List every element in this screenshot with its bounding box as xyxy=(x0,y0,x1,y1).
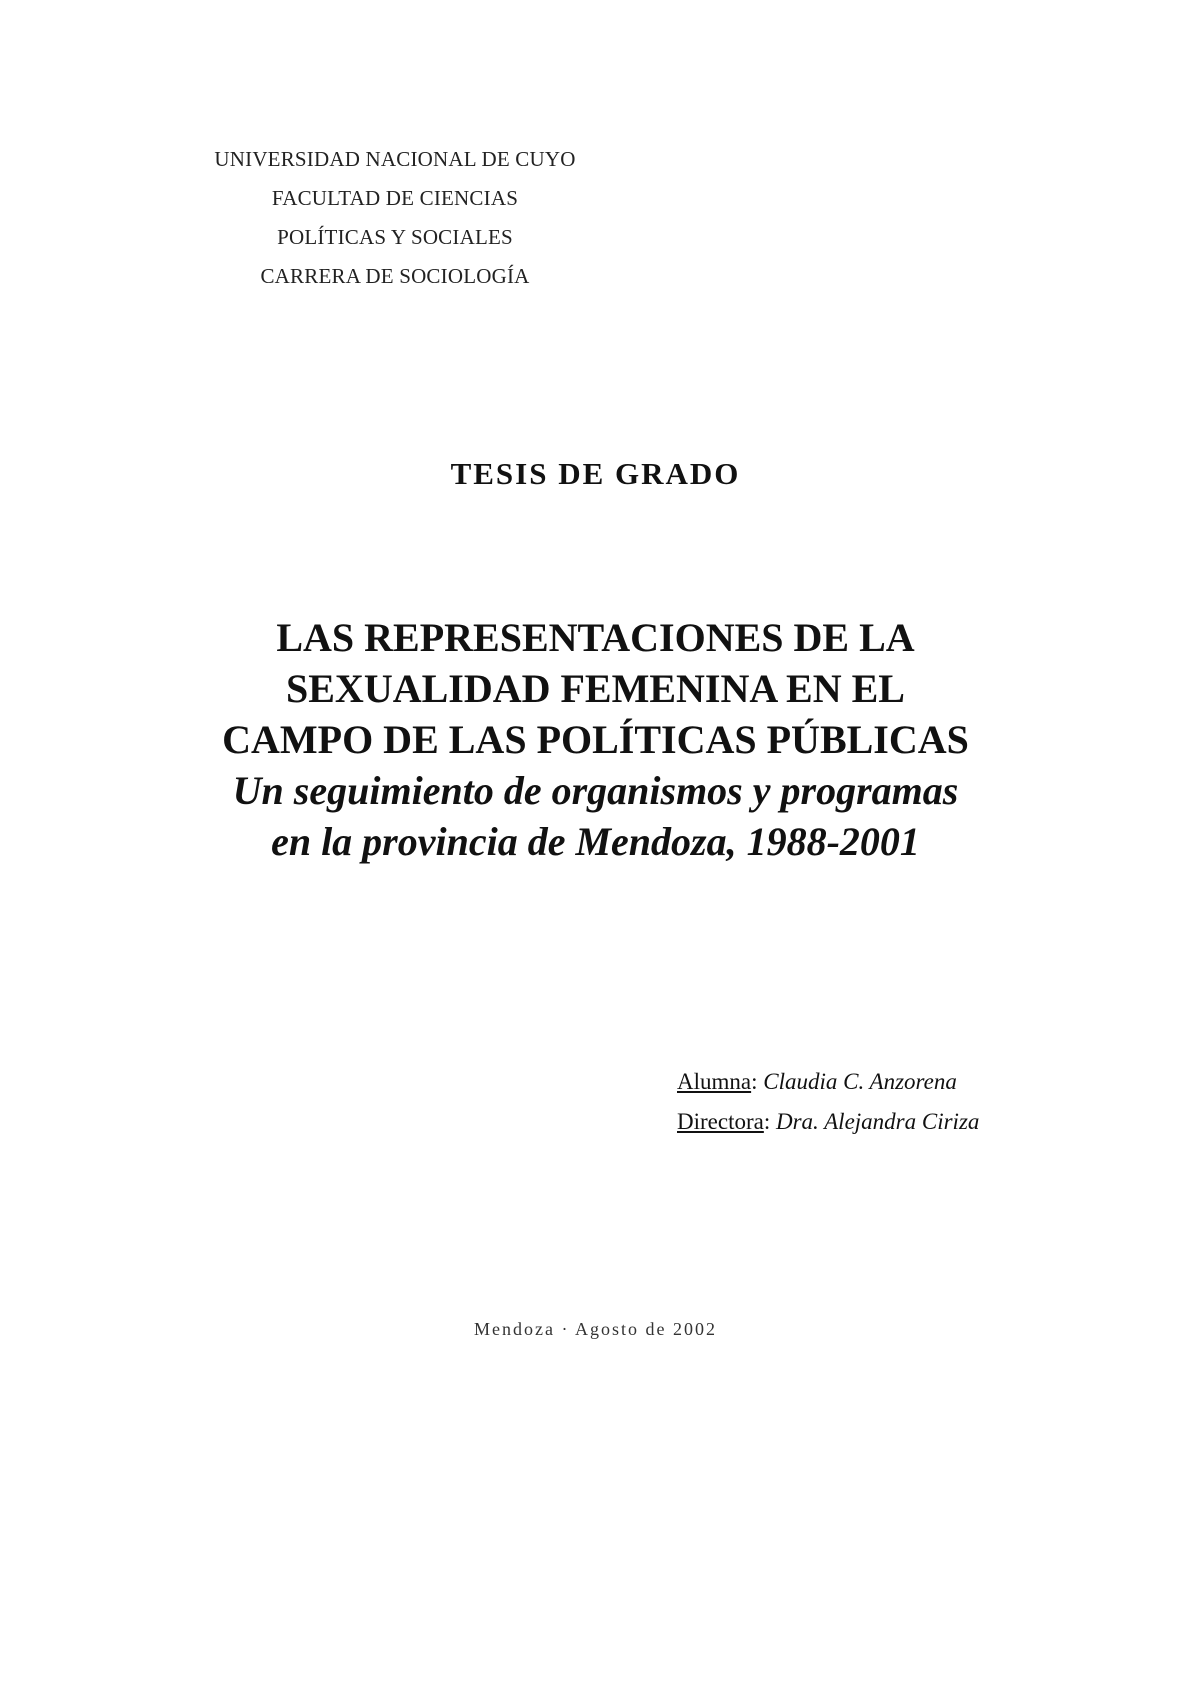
title-block xyxy=(0,612,1191,867)
institution-faculty: FACULTAD DE CIENCIAS xyxy=(271,186,519,210)
student-name: Claudia C. Anzorena xyxy=(763,1069,957,1094)
title-line-2: SEXUALIDAD FEMENINA EN EL xyxy=(286,666,905,711)
student-separator: : xyxy=(751,1069,764,1094)
place-date: Mendoza · Agosto de 2002 xyxy=(474,1319,717,1339)
institution-faculty-cont: POLÍTICAS Y SOCIALES xyxy=(277,225,513,249)
subtitle-line-1: Un seguimiento de organismos y programas xyxy=(232,768,959,813)
institution-university: UNIVERSIDAD NACIONAL DE CUYO xyxy=(214,147,576,171)
director-name: Dra. Alejandra Ciriza xyxy=(775,1109,980,1134)
institution-block xyxy=(190,140,600,296)
title-line-3: CAMPO DE LAS POLÍTICAS PÚBLICAS xyxy=(222,717,969,762)
author-block xyxy=(677,1062,1097,1142)
subtitle-line-2: en la provincia de Mendoza, 1988-2001 xyxy=(271,819,920,864)
thesis-label: TESIS DE GRADO xyxy=(450,456,741,491)
institution-career: CARRERA DE SOCIOLOGÍA xyxy=(260,264,530,288)
title-line-1: LAS REPRESENTACIONES DE LA xyxy=(276,615,915,660)
director-role-label: Directora xyxy=(677,1109,764,1134)
student-role-label: Alumna xyxy=(677,1069,752,1094)
director-separator: : xyxy=(763,1109,776,1134)
student-row xyxy=(677,1062,1097,1102)
director-row xyxy=(677,1102,1097,1142)
